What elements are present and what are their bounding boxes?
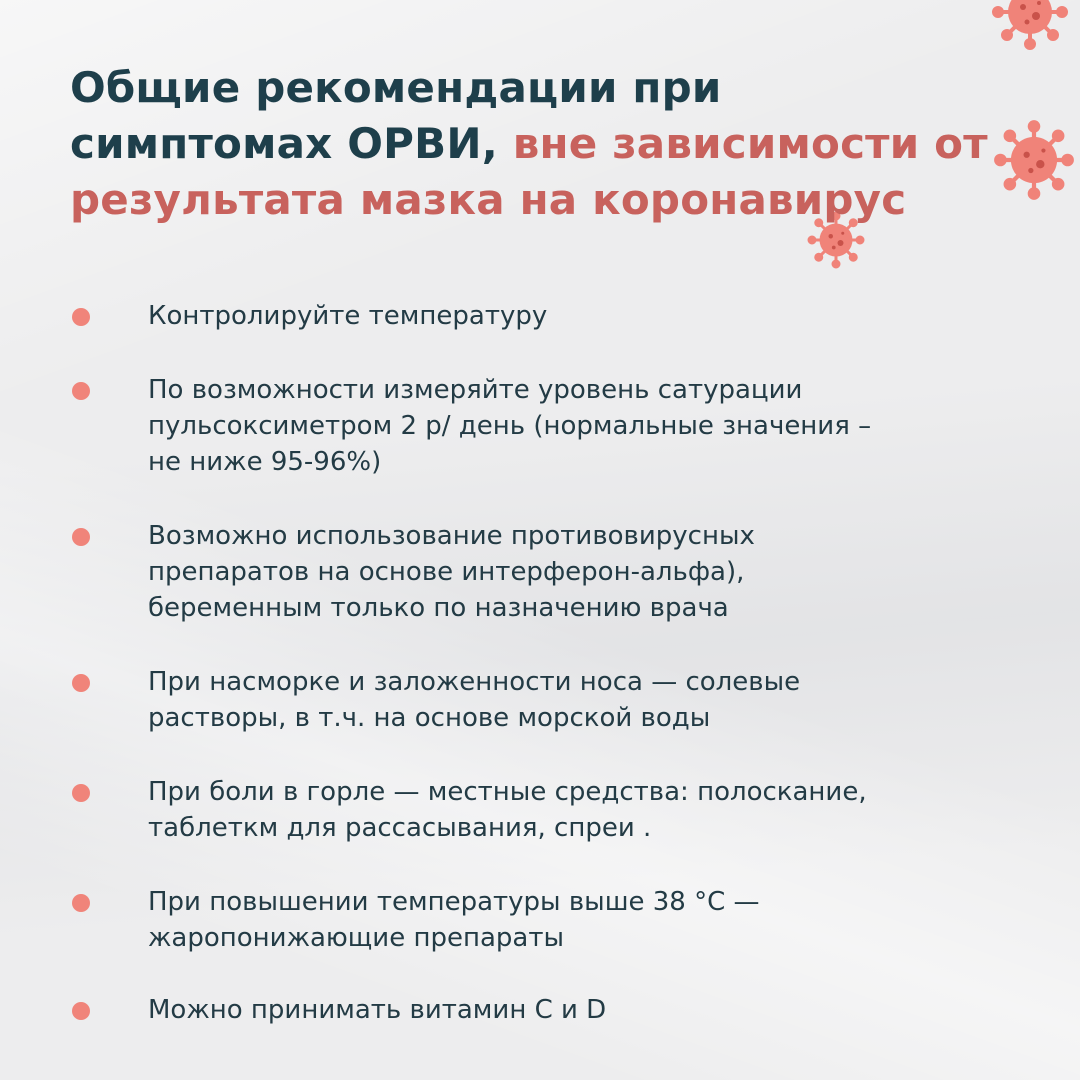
- title-main: Общие рекомендации при симптомах ОРВИ,: [70, 63, 722, 168]
- list-item-text: Возможно использование противовирусных препаратов на основе интерферон-альфа), беременным только по назначению врача: [148, 521, 755, 623]
- title-accent: вне зависимости от результата мазка на коронавирус: [70, 119, 988, 224]
- bullet-dot: [72, 894, 90, 912]
- list-item-text: Можно принимать витамин С и D: [148, 995, 607, 1025]
- bullet-dot: [72, 784, 90, 802]
- bullet-dot: [72, 528, 90, 546]
- bullet-dot: [72, 382, 90, 400]
- bullet-dot: [72, 674, 90, 692]
- virus-icon: [992, 118, 1076, 202]
- list-item-text: По возможности измеряйте уровень сатурации пульсоксиметром 2 р/ день (нормальные значения – не ниже 95-96%): [148, 375, 872, 477]
- list-item-text: При насморке и заложенности носа — солевые растворы, в т.ч. на основе морской воды: [148, 667, 801, 733]
- list-item-text: При повышении температуры выше 38 °С — жаропонижающие препараты: [148, 887, 760, 953]
- bullet-dot: [72, 308, 90, 326]
- list-item-text: При боли в горле — местные средства: полоскание, таблеткм для рассасывания, спреи .: [148, 777, 867, 843]
- list-item-text: Контролируйте температуру: [148, 301, 548, 331]
- bullet-dot: [72, 1002, 90, 1020]
- virus-icon: [990, 0, 1070, 52]
- page-title: [70, 60, 990, 228]
